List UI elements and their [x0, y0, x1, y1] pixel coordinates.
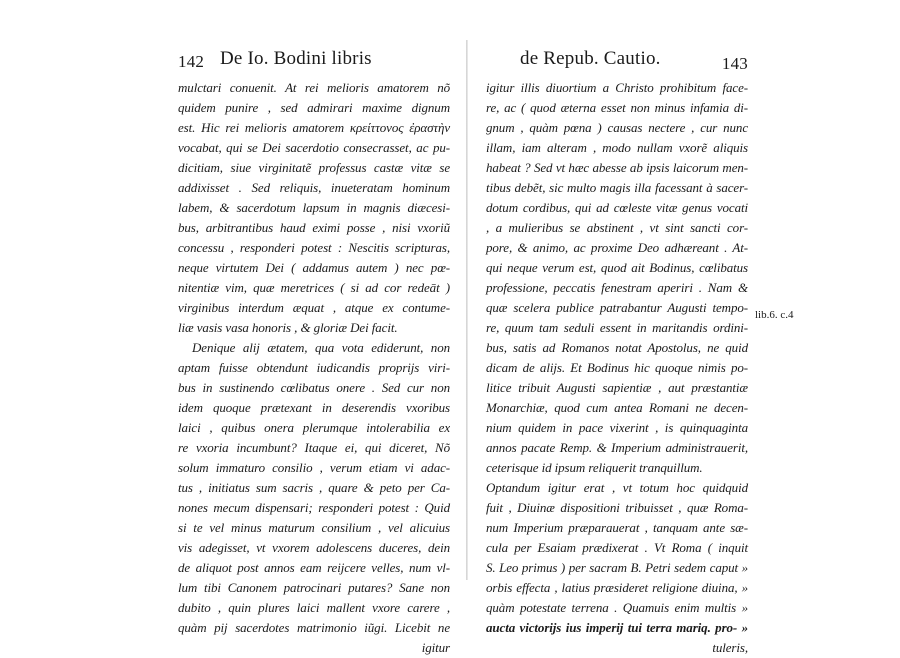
- left-page-number: 142: [178, 52, 205, 71]
- right-page-number: 143: [721, 54, 748, 73]
- right-text-block: [486, 78, 748, 658]
- text-line: illam, iam alteram , modo nullam vxorẽ aliquis: [486, 140, 748, 155]
- text-line: de aliquot post annos eam reijcere velles, num vl-: [178, 560, 450, 575]
- text-line: annos pacate Remp. & Imperium administrauerit,: [486, 440, 748, 455]
- text-line: labem, & sacerdotum lapsum in magnis diæcesi-: [178, 200, 450, 215]
- text-line: litice tribuit Augusti sapientiæ , aut præstantiæ: [486, 380, 748, 395]
- text-line: nium quidem in pace vixerint , is quinquaginta: [486, 420, 748, 435]
- text-line: re, quum tam seduli essent in maritandis ordini-: [486, 320, 748, 335]
- text-line: quidem punire , sed admirari maxime dignum: [178, 100, 450, 115]
- text-line: concessu , responderi potest : Nescitis scripturas,: [178, 240, 450, 255]
- text-line: quàm potestate terrena . Quamuis enim multis »: [486, 600, 748, 615]
- text-line: si te vel minus maturum consilium , vel alicuius: [178, 520, 450, 535]
- catchword: igitur: [421, 640, 450, 655]
- text-line: nitentiæ vim, quæ meretrices ( si ad cor redeāt ): [178, 280, 450, 295]
- text-line: S. Leo primus ) per sacram B. Petri sedem caput »: [486, 560, 748, 575]
- text-line: orbis effecta , latius præsideret religione diuina, »: [486, 580, 748, 595]
- text-line: laici , quibus onera plerumque intolerabilia ex: [178, 420, 450, 435]
- text-line: dicitiam, siue virginitatẽ professus castæ vitæ se: [178, 160, 450, 175]
- catchword: tuleris,: [712, 640, 748, 655]
- text-line: cula per Esaiam prædixerat . Vt Roma ( inquit: [486, 540, 748, 555]
- text-line: Optandum igitur erat , vt totum hoc quidquid: [486, 480, 748, 495]
- text-line: aucta victorijs ius imperij tui terra mariq. pro- »: [486, 620, 748, 635]
- text-line: bus, satis ad Romanos notat Apostolus, ne quid: [486, 340, 748, 355]
- text-line: idem quoque prætexant in deserendis vxoribus: [178, 400, 450, 415]
- left-text-block: [178, 78, 450, 658]
- text-line: re, ac ( quod æterna esset non minus infamia di-: [486, 100, 748, 115]
- text-line: re vxoria incumbunt? Itaque ei, qui diceret, Nõ: [178, 440, 450, 455]
- text-line: solum immaturo consilio , verum etiam vi adac-: [178, 460, 450, 475]
- text-line: lum tibi Canonem patrocinari putares? Sane non: [178, 580, 450, 595]
- text-line: num Imperium præparauerat , tanquam ante sæ-: [486, 520, 748, 535]
- left-running-title: De Io. Bodini libris: [220, 48, 372, 69]
- text-line: habeat ? Sed vt hæc abesse ab ipsis laicorum men-: [486, 160, 748, 175]
- text-line: bus in sustinendo cœlibatus onere . Sed cur non: [178, 380, 450, 395]
- text-line: , a mulieribus se abstinent , vt sint sancti cor-: [486, 220, 748, 235]
- text-line: bus, arbitrantibus haud eximi posse , nisi vxoriũ: [178, 220, 450, 235]
- text-line: vis adegisset, vt vxorem adolescens duceres, dein: [178, 540, 450, 555]
- left-running-head: [178, 48, 450, 74]
- text-line: addixisset . Sed reliquis, inueteratam hominum: [178, 180, 450, 195]
- right-running-head: [486, 48, 748, 74]
- text-line: mulctari conuenit. At rei melioris amatorem nõ: [178, 80, 450, 95]
- text-line: dicam de alijs. Et Bodinus hic quoque nimis po-: [486, 360, 748, 375]
- text-line: gnum , quàm pœna ) causas nectere , cur nunc: [486, 120, 748, 135]
- left-page: [178, 48, 450, 658]
- text-line: nones mecum dispensari; responderi potest : Quid: [178, 500, 450, 515]
- text-line: virginibus interdum æquat , atque ex contume-: [178, 300, 450, 315]
- text-line: neque virtutem Dei ( addamus autem ) nec pœ-: [178, 260, 450, 275]
- text-line: qui neque verum est, quod ait Bodinus, cœlibatus: [486, 260, 748, 275]
- text-line: vocabat, qui se Dei sacerdotio consecrasset, ac pu-: [178, 140, 450, 155]
- text-line: liæ vasis vasa honoris , & gloriæ Dei facit.: [178, 320, 398, 335]
- text-line: est. Hic rei melioris amatorem κρείττονος ἐραστὴν: [178, 120, 450, 135]
- text-line: igitur illis diuortium a Christo prohibitum face-: [486, 80, 748, 95]
- margin-note: lib.6. c.4: [755, 309, 794, 321]
- text-line: quæ scelera publice patrabantur Augusti tempo-: [486, 300, 748, 315]
- right-running-title: de Repub. Cautio.: [520, 48, 661, 69]
- text-line: quàm pij sacerdotes matrimonio iũgi. Licebit ne: [178, 620, 450, 635]
- text-line: aptam fuisse obtendunt iudicandis proprijs viri-: [178, 360, 450, 375]
- book-gutter: [466, 40, 468, 580]
- text-line: professione, peccatis fenestram aperiri . Nam &: [486, 280, 748, 295]
- right-page: [486, 48, 748, 658]
- text-line: dotum cordibus, qui ad cœleste vitæ genus vocati: [486, 200, 748, 215]
- text-line: fuit , Diuinæ dispositioni tribuisset , quæ Roma-: [486, 500, 748, 515]
- text-line: dubito , quin plures laici mallent vxore carere ,: [178, 600, 450, 615]
- text-line: pore, & animo, ac proxime Deo adhæreant . At-: [486, 240, 748, 255]
- text-line: tibus debẽt, sic multo magis illa facessant à sacer-: [486, 180, 748, 195]
- text-line: Denique alij ætatem, qua vota ediderunt, non: [192, 340, 450, 355]
- text-line: tus , initiatus sum sacris , quare & peto per Ca-: [178, 480, 450, 495]
- text-line: ceterisque id ipsum reliquerit tranquillum.: [486, 460, 703, 475]
- text-line: Monarchiæ, quod cum antea Romani ne decen-: [486, 400, 748, 415]
